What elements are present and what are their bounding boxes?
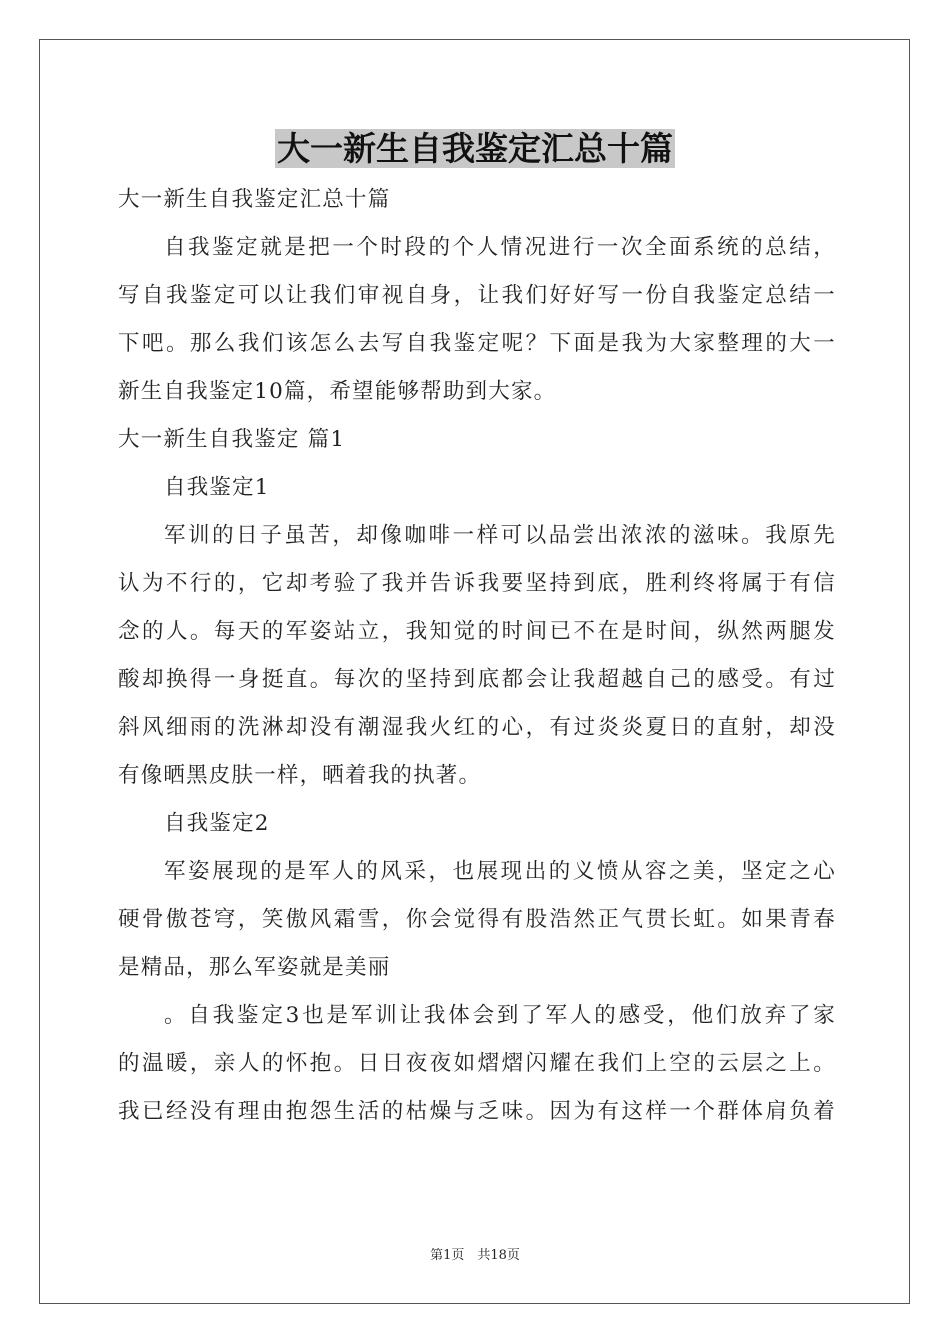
page-footer: 第1页 共18页 [430,1248,520,1263]
document-title-text: 大一新生自我鉴定汇总十篇 [277,129,673,168]
paragraph-line: 下吧。那么我们该怎么去写自我鉴定呢？下面是我为大家整理的大一 [118,331,836,356]
paragraph-line: 。自我鉴定3也是军训让我体会到了军人的感受，他们放弃了家 [164,1003,836,1028]
paragraph-line: 写自我鉴定可以让我们审视自身，让我们好好写一份自我鉴定总结一 [118,283,836,308]
document-body [118,176,836,1136]
paragraph-line: 念的人。每天的军姿站立，我知觉的时间已不在是时间，纵然两腿发 [118,619,836,644]
paragraph-line: 是精品，那么军姿就是美丽 [118,955,391,980]
section-heading: 大一新生自我鉴定 篇1 [118,427,346,452]
paragraph-line: 军训的日子虽苦，却像咖啡一样可以品尝出浓浓的滋味。我原先 [164,523,836,548]
paragraph-line: 自我鉴定就是把一个时段的个人情况进行一次全面系统的总结， [164,235,836,260]
paragraph-line: 我已经没有理由抱怨生活的枯燥与乏味。因为有这样一个群体肩负着 [118,1099,836,1124]
paragraph-line: 斜风细雨的洗淋却没有潮湿我火红的心，有过炎炎夏日的直射，却没 [118,715,836,740]
paragraph-line: 硬骨傲苍穹，笑傲风霜雪，你会觉得有股浩然正气贯长虹。如果青春 [118,907,836,932]
document-title [0,126,950,172]
subsection-heading: 自我鉴定1 [164,475,270,500]
subtitle-line: 大一新生自我鉴定汇总十篇 [118,187,391,212]
paragraph-line: 的温暖，亲人的怀抱。日日夜夜如熠熠闪耀在我们上空的云层之上。 [118,1051,836,1076]
paragraph-line: 认为不行的，它却考验了我并告诉我要坚持到底，胜利终将属于有信 [118,571,836,596]
paragraph-line: 新生自我鉴定10篇，希望能够帮助到大家。 [118,379,557,404]
paragraph-line: 有像晒黑皮肤一样，晒着我的执著。 [118,763,482,788]
paragraph-line: 军姿展现的是军人的风采，也展现出的义愤从容之美，坚定之心 [164,859,836,884]
paragraph-line: 酸却换得一身挺直。每次的坚持到底都会让我超越自己的感受。有过 [118,667,836,692]
subsection-heading: 自我鉴定2 [164,811,270,836]
